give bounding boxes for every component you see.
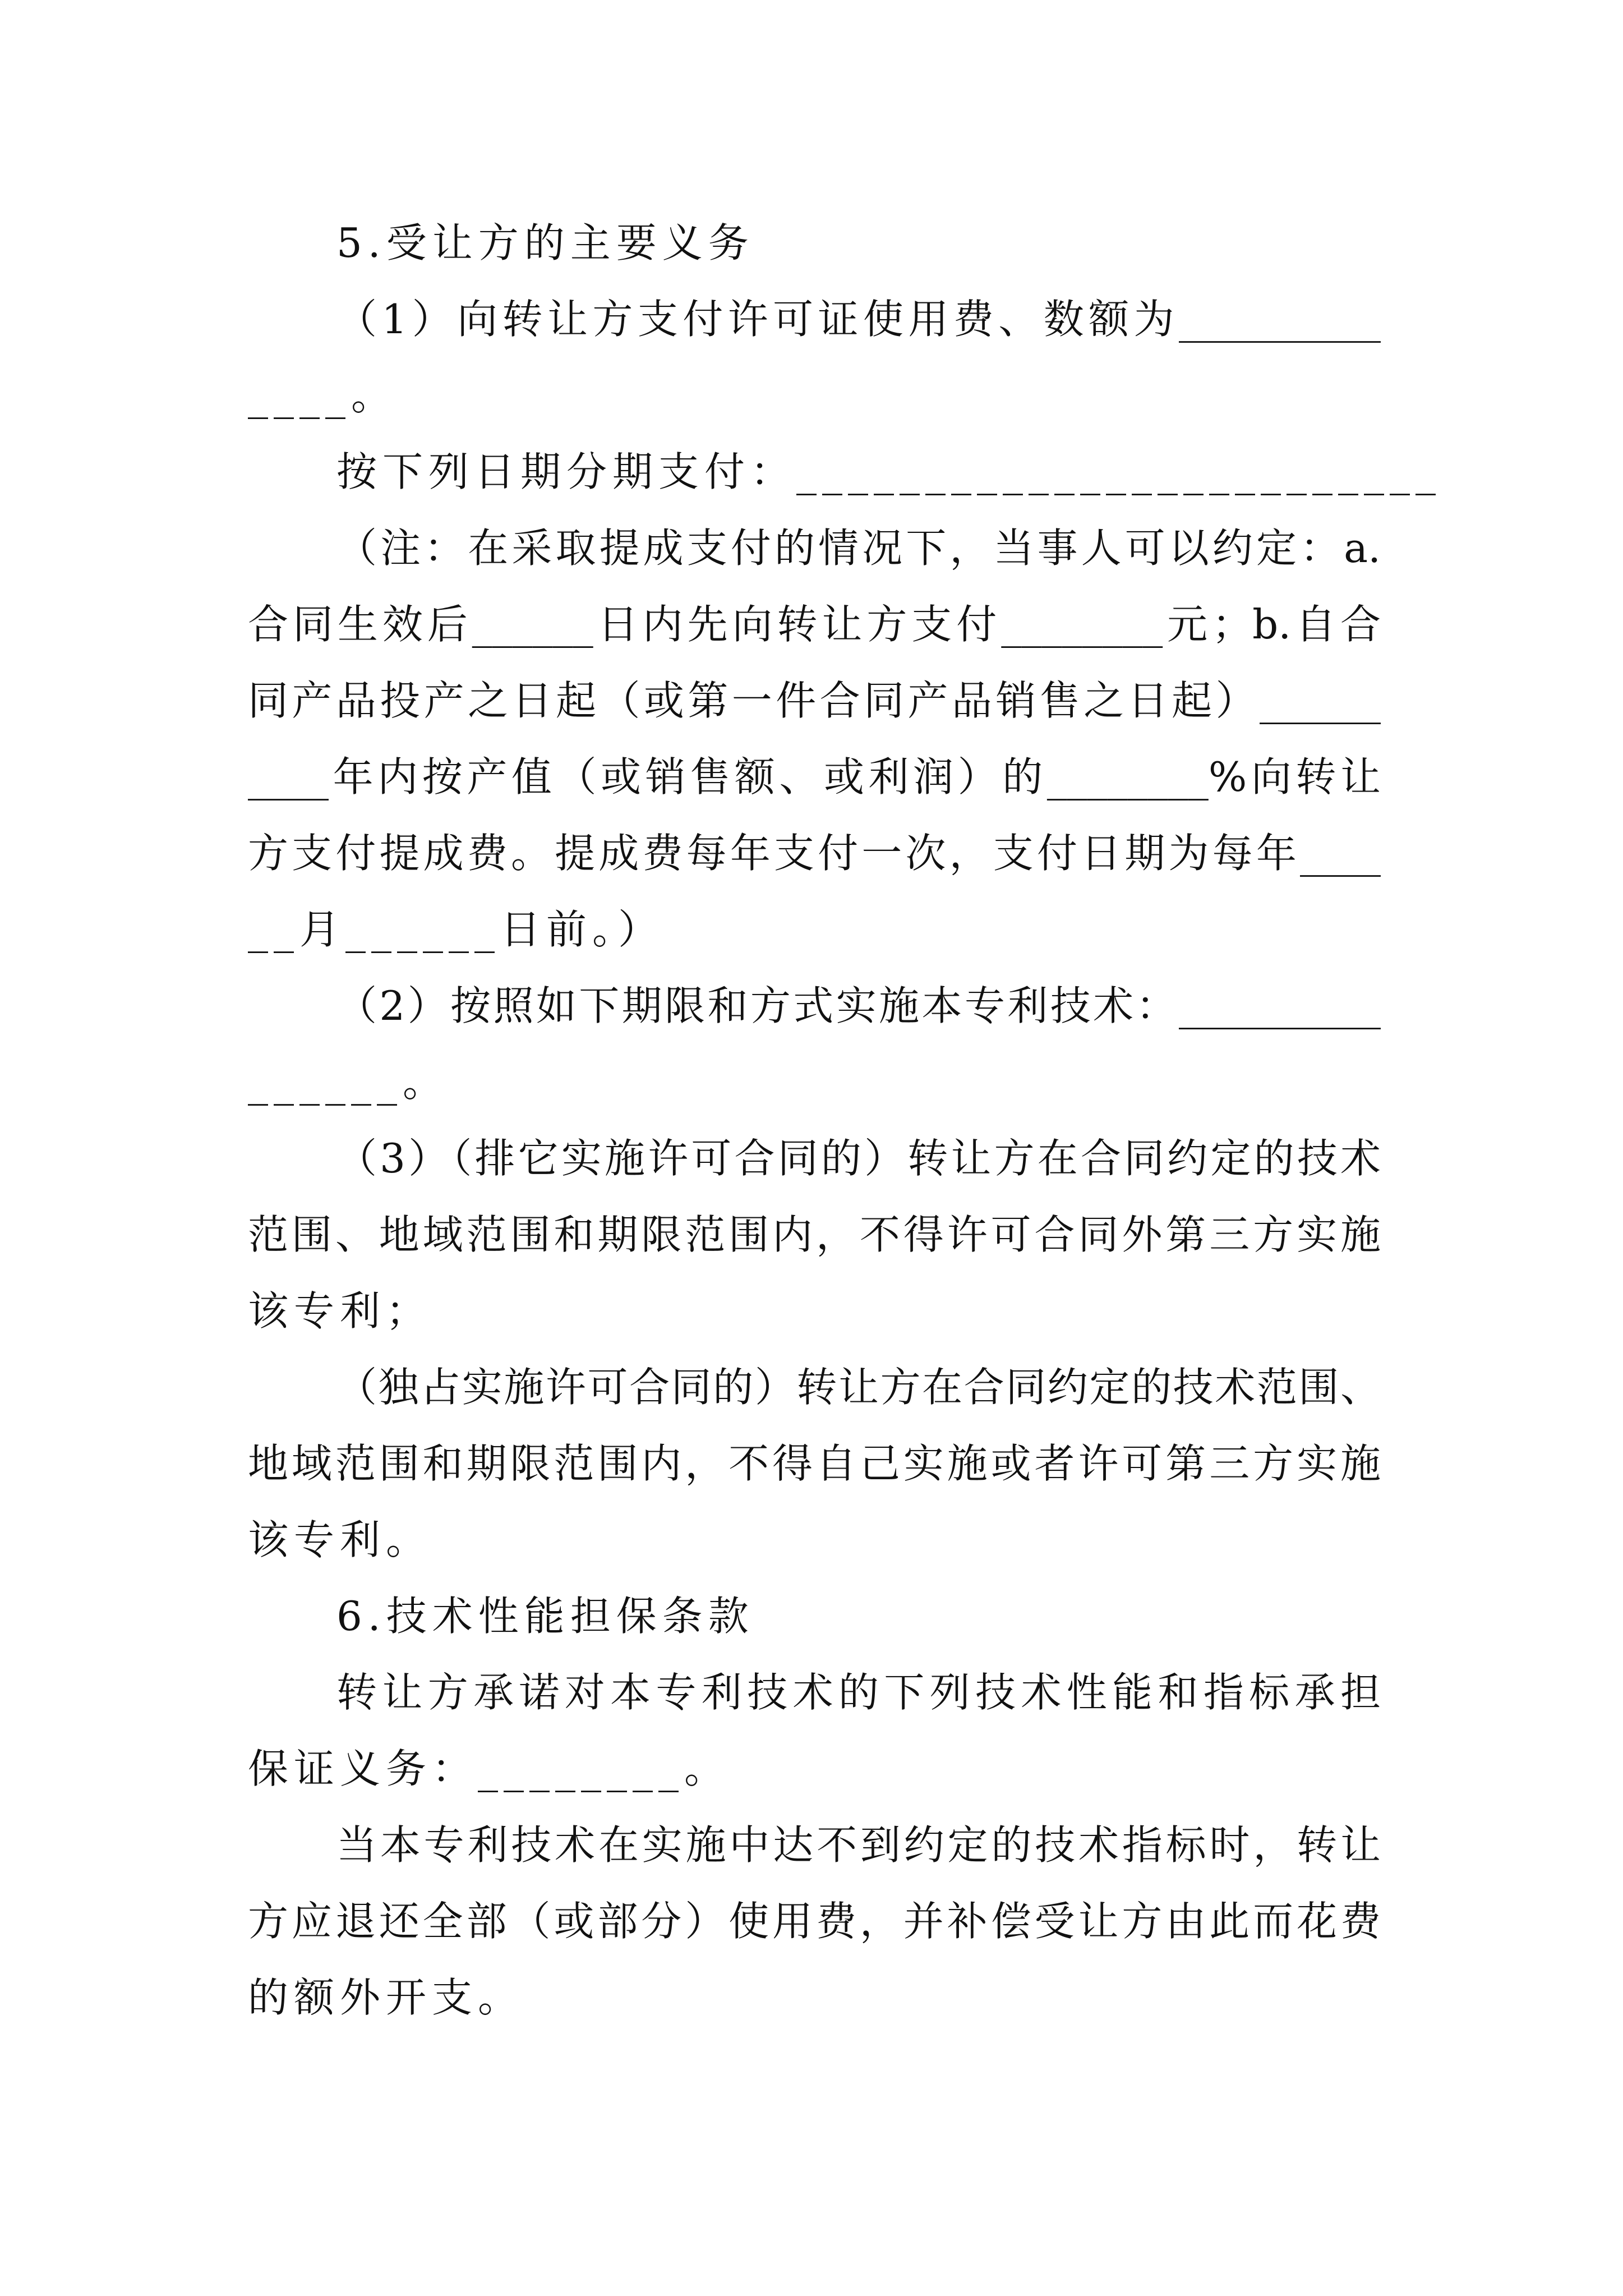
exclusive-clause-line-3: 该专利。 — [248, 1516, 432, 1563]
note-line-6: __月______日前。） — [248, 906, 665, 953]
note-line-3: 同产品投产之日起（或第一件合同产品销售之日起）______ — [248, 677, 1381, 724]
clause-5-3-line-1: （3）（排它实施许可合同的）转让方在合同约定的技术 — [336, 1135, 1381, 1182]
note-line-4: ____年内按产值（或销售额、或利润）的________%向转让 — [248, 753, 1381, 800]
clause-5-3-line-2: 范围、地域范围和期限范围内，不得许可合同外第三方实施 — [248, 1211, 1381, 1258]
note-line-2: 合同生效后______日内先向转让方支付________元；b.自合 — [248, 601, 1381, 648]
note-line-1: （注：在采取提成支付的情况下，当事人可以约定：a. — [336, 524, 1381, 572]
refund-line-1: 当本专利技术在实施中达不到约定的技术指标时，转让 — [336, 1821, 1381, 1869]
section-5-heading: 5.受让方的主要义务 — [336, 219, 754, 266]
exclusive-clause-line-2: 地域范围和期限范围内，不得自己实施或者许可第三方实施 — [248, 1440, 1381, 1487]
guarantee-line-2: 保证义务：________。 — [248, 1745, 731, 1792]
clause-5-1-line-2: ____。 — [248, 372, 398, 419]
clause-5-2-line-2: ______。 — [248, 1059, 449, 1106]
section-6-heading: 6.技术性能担保条款 — [336, 1593, 754, 1640]
clause-5-3-line-3: 该专利； — [248, 1287, 432, 1335]
guarantee-line-1: 转让方承诺对本专利技术的下列技术性能和指标承担 — [336, 1669, 1381, 1716]
clause-5-1-line-1: （1）向转让方支付许可证使用费、数额为__________ — [336, 296, 1381, 343]
exclusive-clause-line-1: （独占实施许可合同的）转让方在合同约定的技术范围、 — [336, 1364, 1381, 1411]
clause-5-2-line-1: （2）按照如下期限和方式实施本专利技术：__________ — [336, 982, 1381, 1029]
note-line-5: 方支付提成费。提成费每年支付一次，支付日期为每年____ — [248, 830, 1381, 877]
refund-line-3: 的额外开支。 — [248, 1974, 524, 2021]
installment-line: 按下列日期分期支付：_________________________ — [336, 448, 1442, 495]
refund-line-2: 方应退还全部（或部分）使用费，并补偿受让方由此而花费 — [248, 1898, 1381, 1945]
